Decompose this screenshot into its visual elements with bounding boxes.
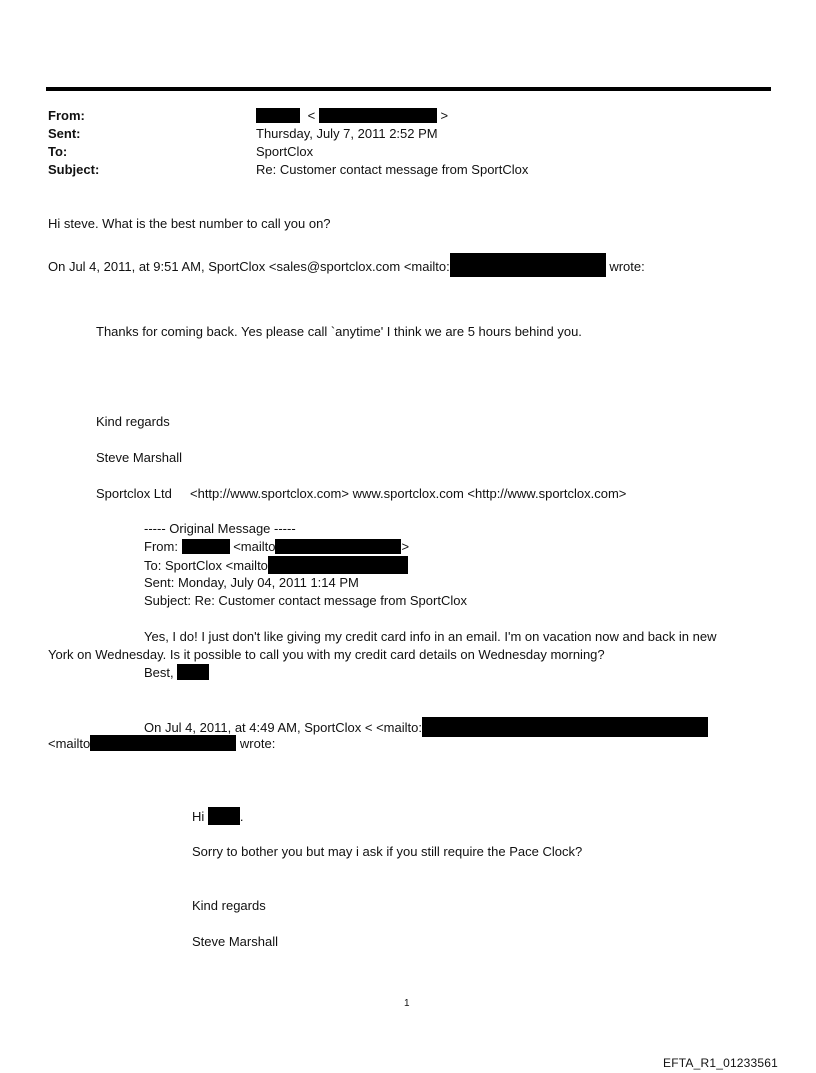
kind-regards: Kind regards (96, 414, 170, 429)
original-paragraph-line2: York on Wednesday. Is it possible to call you with my credit card details on Wednesday morning? (48, 647, 605, 662)
nested-mailto: <mailto (48, 736, 91, 751)
sent-value: Thursday, July 7, 2011 2:52 PM (256, 126, 438, 141)
to-label: To: (48, 144, 68, 159)
page-number: 1 (404, 998, 410, 1009)
original-from-prefix: From: (144, 539, 178, 554)
from-lt: < (307, 108, 316, 123)
subject-label: Subject: (48, 162, 100, 177)
from-gt: > (440, 108, 449, 123)
redaction-block (256, 108, 300, 123)
nested-question: Sorry to bother you but may i ask if you still require the Pace Clock? (192, 844, 583, 859)
quote-intro-wrote: wrote: (609, 259, 645, 274)
from-label: From: (48, 108, 85, 123)
signature-name: Steve Marshall (96, 450, 182, 465)
redaction-block (268, 556, 408, 574)
redaction-block (208, 807, 240, 825)
nested-kind-regards: Kind regards (192, 898, 266, 913)
document-id: EFTA_R1_01233561 (663, 1056, 779, 1070)
original-from-line (144, 538, 409, 556)
nested-intro-text: On Jul 4, 2011, at 4:49 AM, SportClox < <mailto: (144, 720, 422, 735)
redaction-block (450, 253, 606, 277)
original-best-line (144, 664, 209, 682)
nested-hi-end: . (239, 809, 244, 824)
quote-intro-line (48, 253, 645, 277)
original-subject-line: Subject: Re: Customer contact message from SportClox (144, 593, 467, 608)
redaction-block (275, 539, 401, 554)
original-to-text: To: SportClox <mailto (144, 558, 268, 573)
quote-intro-text: On Jul 4, 2011, at 9:51 AM, SportClox <sales@sportclox.com <mailto: (48, 259, 450, 274)
original-paragraph-line1: Yes, I do! I just don't like giving my credit card info in an email. I'm on vacation now and back in new (144, 629, 717, 644)
original-sent-line: Sent: Monday, July 04, 2011 1:14 PM (144, 575, 359, 590)
redaction-block (177, 664, 209, 680)
original-best-text: Best, (144, 665, 174, 680)
redaction-block (319, 108, 437, 123)
redaction-block (422, 717, 708, 737)
sent-label: Sent: (48, 126, 81, 141)
greeting-line: Hi steve. What is the best number to call you on? (48, 216, 331, 231)
redaction-block (90, 735, 236, 751)
nested-quote-mailto-line (48, 735, 275, 753)
signature-links: <http://www.sportclox.com> www.sportclox.com <http://www.sportclox.com> (190, 486, 627, 501)
nested-quote-intro (144, 717, 708, 737)
nested-hi-line (192, 807, 244, 826)
from-value (256, 107, 448, 125)
nested-hi-text: Hi (192, 809, 205, 824)
subject-value: Re: Customer contact message from SportClox (256, 162, 529, 177)
to-value: SportClox (256, 144, 314, 159)
original-to-line (144, 556, 408, 575)
original-from-mailto: <mailto (233, 539, 276, 554)
reply-line: Thanks for coming back. Yes please call `anytime' I think we are 5 hours behind you. (96, 324, 582, 339)
redaction-block (182, 539, 230, 554)
header-rule (46, 87, 771, 91)
original-message-divider: ----- Original Message ----- (144, 521, 296, 536)
nested-signature-name: Steve Marshall (192, 934, 278, 949)
nested-wrote: wrote: (239, 736, 276, 751)
original-from-end: > (401, 539, 410, 554)
signature-company: Sportclox Ltd (96, 486, 172, 501)
